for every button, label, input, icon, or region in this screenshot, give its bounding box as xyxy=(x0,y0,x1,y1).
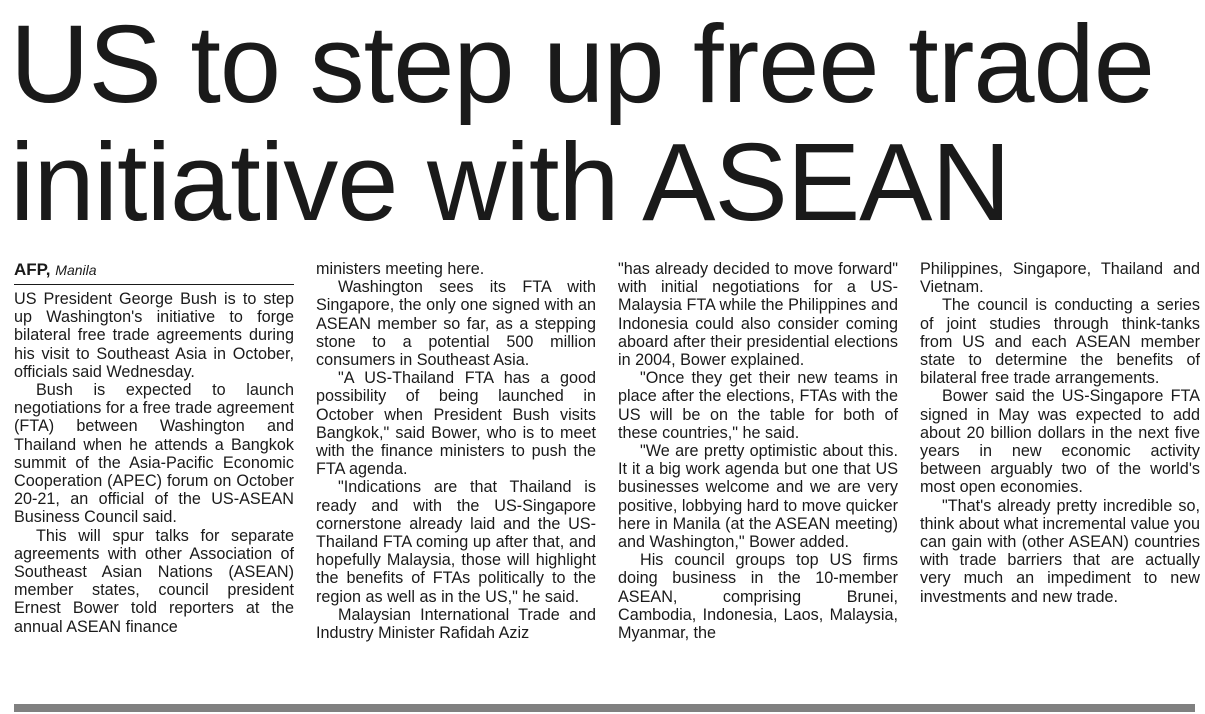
paragraph: ministers meeting here. xyxy=(316,260,485,278)
article-column-2 xyxy=(316,260,596,642)
article-column-1 xyxy=(14,260,294,636)
byline xyxy=(14,260,294,285)
paragraph: Bower said the US-Singapore FTA signed in May was expected to add about 20 billion dollars in the next five years in new economic activity between arguably two of the world's most open economies. xyxy=(920,387,1200,497)
byline-location: Manila xyxy=(55,262,97,278)
article-column-4 xyxy=(920,260,1200,606)
paragraph: Philippines, Singapore, Thailand and Vietnam. xyxy=(920,260,1200,297)
paragraph: "A US-Thailand FTA has a good possibility of being launched in October when President Bush visits Bangkok," said Bower, who is to meet with the finance ministers to push the FTA agenda. xyxy=(316,369,596,479)
article-column-3 xyxy=(618,260,898,642)
headline-line-1: US to step up free trade xyxy=(10,3,1154,126)
paragraph: Bush is expected to launch negotiations for a free trade agreement (FTA) between Washington and Thailand when he attends a Bangkok summit of the Asia-Pacific Economic Cooperation (APEC) forum on October 20-21, an official of the US-ASEAN Business Council said. xyxy=(14,381,294,527)
paragraph: The council is conducting a series of joint studies through think-tanks from US and each ASEAN member state to determine the benefits of bilateral free trade arrangements. xyxy=(920,296,1200,388)
byline-agency: AFP, xyxy=(14,260,51,279)
paragraph: "We are pretty optimistic about this. It it a big work agenda but one that US businesses welcome and we are very positive, lobbying hard to move quicker here in Manila (at the ASEAN meeting) and Washington," Bower added. xyxy=(618,442,898,552)
headline xyxy=(10,3,1200,244)
paragraph: This will spur talks for separate agreements with other Association of Southeast Asian Nations (ASEAN) member states, council president Ernest Bower told reporters at the annual ASEAN finance xyxy=(14,526,294,636)
paragraph: Malaysian International Trade and Industry Minister Rafidah Aziz xyxy=(316,605,596,643)
paragraph: Washington sees its FTA with Singapore, the only one signed with an ASEAN member so far, as a stepping stone to a potential 500 million consumers in Southeast Asia. xyxy=(316,278,596,370)
paragraph: US President George Bush is to step up Washington's initiative to forge bilateral free trade agreements during his visit to Southeast Asia in October, officials said Wednesday. xyxy=(14,290,294,381)
headline-line-2: initiative with ASEAN xyxy=(10,121,1010,244)
paragraph: "Once they get their new teams in place after the elections, FTAs with the US will be on the table for both of these countries," he said. xyxy=(618,369,898,442)
paragraph: "Indications are that Thailand is ready and with the US-Singapore cornerstone already laid and the US-Thailand FTA coming up after that, and hopefully Malaysia, those will highlight the benefits of FTAs politically to the region as well as in the US," he said. xyxy=(316,478,596,606)
bottom-rule xyxy=(14,704,1195,712)
paragraph: His council groups top US firms doing business in the 10-member ASEAN, comprising Brunei, Cambodia, Indonesia, Laos, Malaysia, Myanmar, the xyxy=(618,551,898,643)
paragraph: "has already decided to move forward" with initial negotiations for a US-Malaysia FTA while the Philippines and Indonesia could also consider coming aboard after their presidential elections in 2004, Bower explained. xyxy=(618,260,898,370)
paragraph: "That's already pretty incredible so, think about what incremental value you can gain with (other ASEAN) countries with trade barriers that are actually very much an impediment to new investments and new trade. xyxy=(920,496,1200,606)
